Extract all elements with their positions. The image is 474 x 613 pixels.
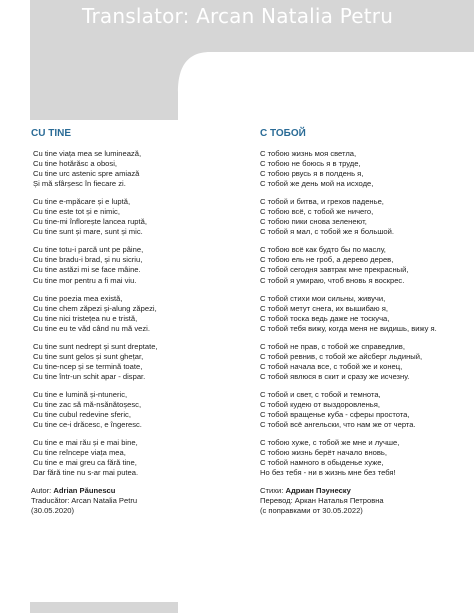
poem-line: Cu tine poezia mea există, [33, 293, 123, 303]
poem-line: С тобой метут снега, их вышибаю я, [260, 303, 388, 313]
poem-line: С тобою всё, с тобой же ничего, [260, 207, 374, 217]
poem-line: Cu tine e lumină și-ntuneric, [33, 389, 128, 399]
poem-line: С тобой не прав, с тобой же справедлив, [260, 341, 405, 351]
poem-line: С тобою ель не гроб, а дерево дерев, [260, 255, 394, 265]
stanza [260, 342, 460, 382]
author-name: Adrian Păunescu [53, 486, 116, 496]
author-line [260, 486, 460, 496]
stanza [31, 438, 211, 478]
poem-line: С тобой тоска ведь даже не тоскуча, [260, 313, 390, 323]
poem-line: С тобой намного в обыденье хуже, [260, 458, 384, 468]
poem-line: Cu tine viața mea se luminează, [33, 149, 142, 158]
poem-line: Cu tine chem zăpezi și-alung zăpezi, [33, 303, 157, 313]
poem-line: С тобой и свет, с тобой и темнота, [260, 389, 381, 399]
poem-line: Cu tine reîncepe viața mea, [33, 448, 126, 458]
stanza [260, 197, 460, 237]
stanza [260, 390, 460, 430]
poem-title-romanian: CU TINE [31, 128, 71, 139]
date-line: (с поправками от 30.05.2022) [260, 506, 363, 516]
translator-line: Traducător: Arcan Natalia Petru [31, 496, 138, 506]
date-line: (30.05.2020) [31, 506, 75, 516]
stanzas-romanian [31, 149, 211, 478]
poem-line: Cu tine-mi înflorește lancea ruptă, [33, 217, 147, 227]
poem-line: С тобой ревнив, с тобой же айсберг льдиный, [260, 351, 423, 361]
stanza [260, 438, 460, 478]
poem-russian [260, 128, 460, 516]
poem-line: С тобою не боюсь я в труде, [260, 159, 361, 169]
poem-line: С тобой сегодня завтрак мне прекрасный, [260, 265, 409, 275]
poem-line: Cu tine sunt gelos și sunt ghețar, [33, 351, 144, 361]
poem-line: Cu tine nici tristețea nu e tristă, [33, 313, 138, 323]
poem-line: С тобой я умираю, чтоб вновь я воскрес. [260, 275, 405, 285]
poem-line: Cu tine ce-i drăcesc, e îngeresc. [33, 420, 142, 430]
poem-line: Cu tine urc astenic spre amiază [33, 169, 140, 179]
poem-line: Cu tine sunt și mare, sunt și mic. [33, 227, 143, 237]
poem-line: Cu tine astăzi mi se face mâine. [33, 265, 141, 275]
poem-line: Cu tine sunt nedrept și sunt dreptate, [33, 341, 158, 351]
stanza [260, 294, 460, 334]
poem-line: Cu tine cubul redevine sferic, [33, 410, 131, 420]
stanzas-russian [260, 149, 460, 478]
poem-line: Cu tine totu-i parcă unt pe pâine, [33, 245, 144, 255]
poem-line: С тобой всё ангельски, что нам же от черта. [260, 420, 416, 430]
author-line [31, 486, 211, 496]
translator-line: Перевод: Аркан Наталья Петровна [260, 496, 384, 506]
poem-title-russian: С ТОБОЙ [260, 128, 306, 139]
poem-line: Cu tine e-mpăcare și e luptă, [33, 197, 131, 207]
stanza [31, 390, 211, 430]
stanza [31, 245, 211, 285]
stanza [31, 294, 211, 334]
poem-line: С тобою хуже, с тобой же мне и лучше, [260, 438, 400, 448]
credits-romanian [31, 486, 211, 516]
poem-line: Cu tine mor pentru a fi mai viu. [33, 275, 137, 285]
poem-line: Cu tine-ncep și se termină toate, [33, 361, 143, 371]
stanza [260, 245, 460, 285]
stanza [31, 149, 211, 189]
author-name: Адриан Пэунеску [285, 486, 351, 496]
poem-line: Но без тебя - ни в жизнь мне без тебя! [260, 468, 396, 478]
poem-line: С тобою жизнь берёт начало вновь, [260, 448, 388, 458]
poem-line: С тобой я мал, с тобой же я большой. [260, 227, 394, 237]
poem-line: Cu tine bradu-i brad, și nu sicriu, [33, 255, 143, 265]
poem-line: С тобой же день мой на исходе, [260, 179, 374, 189]
poem-line: С тобой кудею от выздоровленья, [260, 399, 380, 409]
poem-line: Cu tine într-un schit apar - dispar. [33, 371, 146, 381]
poem-line: Cu tine este tot și e nimic, [33, 207, 120, 217]
poem-line: С тобою пики снова зеленеют, [260, 217, 367, 227]
poem-romanian [31, 128, 211, 516]
poem-line: С тобой вращенье куба - сферы простота, [260, 410, 410, 420]
poem-line: С тобой явлюся в скит и сразу же исчезну. [260, 371, 410, 381]
stanza [31, 342, 211, 382]
poem-line: Cu tine zac să mă-nsănătoșesc, [33, 399, 142, 409]
poem-line: С тобой стихи мои сильны, живучи, [260, 293, 386, 303]
poem-line: С тобою рвусь я в полдень я, [260, 169, 364, 179]
poem-line: Cu tine e mai greu ca fără tine, [33, 458, 137, 468]
author-label: Autor: [31, 486, 54, 496]
poem-line: С тобой тебя вижу, когда меня не видишь, вижу я. [260, 323, 437, 333]
poem-line: С тобою всё как будто бы по маслу, [260, 245, 386, 255]
translator-header: Translator: Arcan Natalia Petru [82, 4, 394, 28]
poem-line: Și mă sfârșesc în fiecare zi. [33, 179, 126, 189]
poem-line: С тобою жизнь моя светла, [260, 149, 357, 158]
poem-line: Cu tine hotărăsc a obosi, [33, 159, 118, 169]
poem-line: С тобой и битва, и грехов паденье, [260, 197, 384, 207]
author-label: Стихи: [260, 486, 286, 496]
credits-russian [260, 486, 460, 516]
poem-line: С тобой начала все, с тобой же и конец, [260, 361, 403, 371]
poem-line: Dar fără tine nu s-ar mai putea. [33, 468, 139, 478]
stanza [260, 149, 460, 189]
stanza [31, 197, 211, 237]
poem-line: Cu tine eu te văd când nu mă vezi. [33, 323, 150, 333]
poem-line: Cu tine e mai rău și e mai bine, [33, 438, 138, 448]
